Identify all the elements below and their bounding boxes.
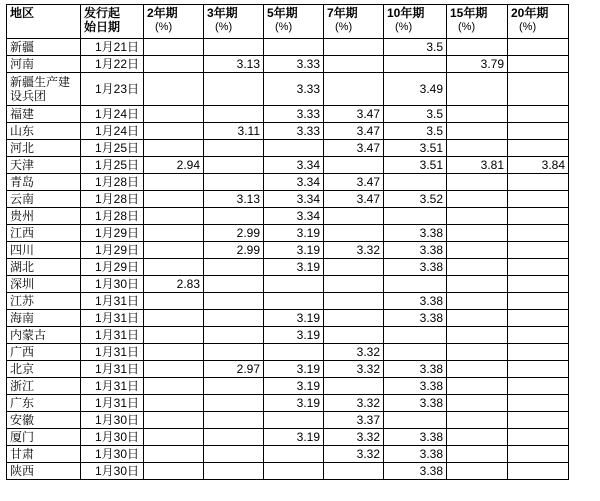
rate-cell-y2 <box>144 225 204 242</box>
rate-cell-y3 <box>204 344 264 361</box>
rate-cell-y7: 3.47 <box>324 123 384 140</box>
date-cell: 1月29日 <box>81 259 144 276</box>
date-cell: 1月31日 <box>81 327 144 344</box>
date-cell: 1月31日 <box>81 361 144 378</box>
rate-cell-y10: 3.5 <box>384 106 447 123</box>
rate-cell-y10: 3.38 <box>384 463 447 480</box>
column-header-sublabel: (%) <box>155 21 173 33</box>
rate-cell-y5: 3.33 <box>264 106 324 123</box>
region-cell: 天津 <box>7 157 81 174</box>
date-cell: 1月24日 <box>81 123 144 140</box>
rate-cell-y7: 3.47 <box>324 106 384 123</box>
bond-issuance-table <box>6 4 569 480</box>
rate-cell-y5 <box>264 344 324 361</box>
column-header-region <box>7 5 81 39</box>
rate-cell-y5: 3.19 <box>264 327 324 344</box>
rate-cell-y15 <box>447 73 508 106</box>
rate-cell-y15 <box>447 412 508 429</box>
rate-cell-y5: 3.33 <box>264 73 324 106</box>
column-header-sublabel: (%) <box>335 21 353 33</box>
rate-cell-y20 <box>508 293 569 310</box>
rate-cell-y20 <box>508 242 569 259</box>
table-row <box>7 157 569 174</box>
rate-cell-y20 <box>508 310 569 327</box>
rate-cell-y20 <box>508 191 569 208</box>
rate-cell-y5 <box>264 140 324 157</box>
column-header-10y <box>384 5 447 39</box>
rate-cell-y15 <box>447 106 508 123</box>
date-cell: 1月30日 <box>81 412 144 429</box>
table-row <box>7 395 569 412</box>
column-header-sublabel: (%) <box>215 21 233 33</box>
date-cell: 1月24日 <box>81 106 144 123</box>
column-header-label: 5年期 <box>267 6 298 20</box>
region-cell: 深圳 <box>7 276 81 293</box>
rate-cell-y10: 3.51 <box>384 157 447 174</box>
rate-cell-y2 <box>144 106 204 123</box>
rate-cell-y2 <box>144 412 204 429</box>
region-cell: 河北 <box>7 140 81 157</box>
rate-cell-y5: 3.19 <box>264 429 324 446</box>
region-cell: 内蒙古 <box>7 327 81 344</box>
rate-cell-y3 <box>204 140 264 157</box>
rate-cell-y10 <box>384 174 447 191</box>
region-cell: 福建 <box>7 106 81 123</box>
rate-cell-y3 <box>204 412 264 429</box>
rate-cell-y5 <box>264 39 324 56</box>
rate-cell-y5: 3.19 <box>264 242 324 259</box>
date-cell: 1月28日 <box>81 174 144 191</box>
rate-cell-y10 <box>384 344 447 361</box>
column-header-label: 7年期 <box>327 6 358 20</box>
rate-cell-y3 <box>204 106 264 123</box>
column-header-label: 2年期 <box>147 6 178 20</box>
rate-cell-y3: 2.99 <box>204 242 264 259</box>
rate-cell-y3 <box>204 293 264 310</box>
rate-cell-y7 <box>324 310 384 327</box>
column-header-label: 发行起 <box>84 6 121 20</box>
date-cell: 1月29日 <box>81 225 144 242</box>
rate-cell-y5: 3.33 <box>264 123 324 140</box>
rate-cell-y3: 3.13 <box>204 191 264 208</box>
table-row <box>7 123 569 140</box>
rate-cell-y3 <box>204 395 264 412</box>
rate-cell-y15 <box>447 429 508 446</box>
table-row <box>7 191 569 208</box>
rate-cell-y3 <box>204 327 264 344</box>
table-row <box>7 259 569 276</box>
column-header-label: 10年期 <box>387 6 425 20</box>
column-header-15y <box>447 5 508 39</box>
rate-cell-y3 <box>204 429 264 446</box>
rate-cell-y20 <box>508 446 569 463</box>
date-cell: 1月29日 <box>81 242 144 259</box>
rate-cell-y15 <box>447 276 508 293</box>
table-row <box>7 361 569 378</box>
rate-cell-y10 <box>384 412 447 429</box>
rate-cell-y5: 3.19 <box>264 310 324 327</box>
rate-cell-y3 <box>204 259 264 276</box>
column-header-sublabel: (%) <box>275 21 293 33</box>
region-cell: 江西 <box>7 225 81 242</box>
rate-cell-y5: 3.34 <box>264 157 324 174</box>
region-cell: 广西 <box>7 344 81 361</box>
column-header-3y <box>204 5 264 39</box>
region-cell: 陕西 <box>7 463 81 480</box>
rate-cell-y2 <box>144 293 204 310</box>
rate-cell-y3 <box>204 276 264 293</box>
rate-cell-y2 <box>144 361 204 378</box>
rate-cell-y2 <box>144 344 204 361</box>
rate-cell-y2: 2.83 <box>144 276 204 293</box>
rate-cell-y5: 3.19 <box>264 361 324 378</box>
date-cell: 1月30日 <box>81 276 144 293</box>
date-cell: 1月31日 <box>81 378 144 395</box>
region-cell: 厦门 <box>7 429 81 446</box>
rate-cell-y7 <box>324 208 384 225</box>
rate-cell-y20 <box>508 56 569 73</box>
rate-cell-y20 <box>508 463 569 480</box>
rate-cell-y10: 3.52 <box>384 191 447 208</box>
rate-cell-y5: 3.34 <box>264 191 324 208</box>
date-cell: 1月30日 <box>81 446 144 463</box>
rate-cell-y2 <box>144 73 204 106</box>
region-cell: 甘肃 <box>7 446 81 463</box>
rate-cell-y20 <box>508 327 569 344</box>
rate-cell-y15 <box>447 174 508 191</box>
rate-cell-y20 <box>508 276 569 293</box>
rate-cell-y10: 3.51 <box>384 140 447 157</box>
rate-cell-y15 <box>447 293 508 310</box>
rate-cell-y3: 3.13 <box>204 56 264 73</box>
rate-cell-y20 <box>508 361 569 378</box>
rate-cell-y10: 3.38 <box>384 395 447 412</box>
rate-cell-y7 <box>324 293 384 310</box>
rate-cell-y10 <box>384 56 447 73</box>
table-row <box>7 446 569 463</box>
table-row <box>7 106 569 123</box>
date-cell: 1月31日 <box>81 395 144 412</box>
rate-cell-y3 <box>204 378 264 395</box>
rate-cell-y3 <box>204 73 264 106</box>
column-header-sublabel: (%) <box>458 21 476 33</box>
rate-cell-y5: 3.19 <box>264 225 324 242</box>
rate-cell-y7 <box>324 378 384 395</box>
rate-cell-y7: 3.32 <box>324 429 384 446</box>
rate-cell-y15 <box>447 259 508 276</box>
date-cell: 1月25日 <box>81 140 144 157</box>
date-cell: 1月21日 <box>81 39 144 56</box>
rate-cell-y15 <box>447 344 508 361</box>
region-cell: 广东 <box>7 395 81 412</box>
table-row <box>7 39 569 56</box>
rate-cell-y20 <box>508 174 569 191</box>
table-row <box>7 310 569 327</box>
rate-cell-y5: 3.34 <box>264 174 324 191</box>
rate-cell-y5: 3.33 <box>264 56 324 73</box>
rate-cell-y10: 3.49 <box>384 73 447 106</box>
table-row <box>7 463 569 480</box>
rate-cell-y2 <box>144 327 204 344</box>
table-row <box>7 429 569 446</box>
rate-cell-y3 <box>204 208 264 225</box>
region-cell: 安徽 <box>7 412 81 429</box>
region-cell: 江苏 <box>7 293 81 310</box>
rate-cell-y15 <box>447 378 508 395</box>
rate-cell-y3: 2.99 <box>204 225 264 242</box>
rate-cell-y2 <box>144 378 204 395</box>
rate-cell-y2 <box>144 39 204 56</box>
rate-cell-y2 <box>144 208 204 225</box>
rate-cell-y7: 3.47 <box>324 191 384 208</box>
rate-cell-y3 <box>204 310 264 327</box>
rate-cell-y20 <box>508 123 569 140</box>
rate-cell-y7 <box>324 73 384 106</box>
rate-cell-y10: 3.38 <box>384 242 447 259</box>
rate-cell-y7: 3.32 <box>324 395 384 412</box>
rate-cell-y20 <box>508 259 569 276</box>
region-cell: 云南 <box>7 191 81 208</box>
rate-cell-y3 <box>204 39 264 56</box>
rate-cell-y7: 3.32 <box>324 344 384 361</box>
rate-cell-y7 <box>324 327 384 344</box>
date-cell: 1月23日 <box>81 73 144 106</box>
region-cell: 浙江 <box>7 378 81 395</box>
table-row <box>7 378 569 395</box>
rate-cell-y10: 3.38 <box>384 225 447 242</box>
rate-cell-y15: 3.81 <box>447 157 508 174</box>
rate-cell-y5: 3.19 <box>264 259 324 276</box>
column-header-start-date <box>81 5 144 39</box>
rate-cell-y15: 3.79 <box>447 56 508 73</box>
rate-cell-y2 <box>144 191 204 208</box>
column-header-5y <box>264 5 324 39</box>
rate-cell-y7 <box>324 157 384 174</box>
region-cell: 新疆生产建设兵团 <box>7 73 81 106</box>
rate-cell-y20 <box>508 106 569 123</box>
rate-cell-y15 <box>447 463 508 480</box>
rate-cell-y3 <box>204 446 264 463</box>
region-cell: 山东 <box>7 123 81 140</box>
rate-cell-y10: 3.5 <box>384 123 447 140</box>
region-cell: 贵州 <box>7 208 81 225</box>
column-header-7y <box>324 5 384 39</box>
region-cell: 海南 <box>7 310 81 327</box>
column-header-label: 地区 <box>10 6 35 20</box>
rate-cell-y3: 3.11 <box>204 123 264 140</box>
table-row <box>7 276 569 293</box>
date-cell: 1月31日 <box>81 293 144 310</box>
table-row <box>7 242 569 259</box>
column-header-sublabel: (%) <box>395 21 413 33</box>
date-cell: 1月25日 <box>81 157 144 174</box>
date-cell: 1月28日 <box>81 208 144 225</box>
rate-cell-y10: 3.38 <box>384 361 447 378</box>
table-row <box>7 225 569 242</box>
table-body <box>7 39 569 480</box>
rate-cell-y5: 3.34 <box>264 208 324 225</box>
rate-cell-y7: 3.47 <box>324 174 384 191</box>
rate-cell-y7 <box>324 463 384 480</box>
rate-cell-y2 <box>144 429 204 446</box>
rate-cell-y7 <box>324 259 384 276</box>
rate-cell-y7: 3.47 <box>324 140 384 157</box>
rate-cell-y5: 3.19 <box>264 395 324 412</box>
column-header-20y <box>508 5 569 39</box>
rate-cell-y15 <box>447 39 508 56</box>
table-row <box>7 140 569 157</box>
table-row <box>7 412 569 429</box>
rate-cell-y5 <box>264 293 324 310</box>
date-cell: 1月30日 <box>81 429 144 446</box>
column-header-label: 3年期 <box>207 6 238 20</box>
rate-cell-y15 <box>447 446 508 463</box>
rate-cell-y5 <box>264 463 324 480</box>
rate-cell-y20 <box>508 378 569 395</box>
rate-cell-y2: 2.94 <box>144 157 204 174</box>
rate-cell-y10 <box>384 327 447 344</box>
region-cell: 北京 <box>7 361 81 378</box>
rate-cell-y7: 3.37 <box>324 412 384 429</box>
column-header-label: 15年期 <box>450 6 488 20</box>
region-cell: 河南 <box>7 56 81 73</box>
rate-cell-y20: 3.84 <box>508 157 569 174</box>
region-cell: 青岛 <box>7 174 81 191</box>
region-cell: 新疆 <box>7 39 81 56</box>
region-cell: 湖北 <box>7 259 81 276</box>
rate-cell-y15 <box>447 191 508 208</box>
rate-cell-y7 <box>324 39 384 56</box>
region-cell: 四川 <box>7 242 81 259</box>
header-row <box>7 5 569 39</box>
rate-cell-y2 <box>144 140 204 157</box>
rate-cell-y15 <box>447 242 508 259</box>
rate-cell-y5 <box>264 446 324 463</box>
rate-cell-y2 <box>144 174 204 191</box>
rate-cell-y15 <box>447 140 508 157</box>
rate-cell-y15 <box>447 225 508 242</box>
rate-cell-y10: 3.38 <box>384 446 447 463</box>
rate-cell-y10: 3.38 <box>384 310 447 327</box>
rate-cell-y7 <box>324 276 384 293</box>
rate-cell-y15 <box>447 123 508 140</box>
rate-cell-y2 <box>144 123 204 140</box>
rate-cell-y10: 3.38 <box>384 259 447 276</box>
table-row <box>7 344 569 361</box>
rate-cell-y7: 3.32 <box>324 242 384 259</box>
rate-cell-y7 <box>324 56 384 73</box>
date-cell: 1月31日 <box>81 344 144 361</box>
rate-cell-y15 <box>447 310 508 327</box>
rate-cell-y10 <box>384 276 447 293</box>
rate-cell-y15 <box>447 208 508 225</box>
date-cell: 1月30日 <box>81 463 144 480</box>
rate-cell-y3: 2.97 <box>204 361 264 378</box>
rate-cell-y10 <box>384 208 447 225</box>
rate-cell-y7 <box>324 225 384 242</box>
rate-cell-y10: 3.38 <box>384 429 447 446</box>
rate-cell-y3 <box>204 157 264 174</box>
column-header-label: 20年期 <box>511 6 549 20</box>
rate-cell-y15 <box>447 395 508 412</box>
date-cell: 1月31日 <box>81 310 144 327</box>
table-row <box>7 293 569 310</box>
rate-cell-y20 <box>508 225 569 242</box>
table-row <box>7 56 569 73</box>
date-cell: 1月28日 <box>81 191 144 208</box>
rate-cell-y20 <box>508 39 569 56</box>
rate-cell-y20 <box>508 344 569 361</box>
rate-cell-y5: 3.19 <box>264 378 324 395</box>
rate-cell-y10: 3.38 <box>384 293 447 310</box>
rate-cell-y20 <box>508 395 569 412</box>
rate-cell-y7: 3.32 <box>324 361 384 378</box>
rate-cell-y10: 3.5 <box>384 39 447 56</box>
table-row <box>7 174 569 191</box>
rate-cell-y20 <box>508 429 569 446</box>
rate-cell-y20 <box>508 73 569 106</box>
rate-cell-y15 <box>447 327 508 344</box>
column-header-sublabel: 始日期 <box>84 20 121 34</box>
rate-cell-y5 <box>264 412 324 429</box>
date-cell: 1月22日 <box>81 56 144 73</box>
rate-cell-y2 <box>144 446 204 463</box>
rate-cell-y7: 3.32 <box>324 446 384 463</box>
rate-cell-y5 <box>264 276 324 293</box>
table-row <box>7 73 569 106</box>
column-header-sublabel: (%) <box>519 21 537 33</box>
rate-cell-y20 <box>508 140 569 157</box>
rate-cell-y3 <box>204 463 264 480</box>
table-row <box>7 208 569 225</box>
rate-cell-y15 <box>447 361 508 378</box>
rate-cell-y2 <box>144 310 204 327</box>
rate-cell-y2 <box>144 395 204 412</box>
rate-cell-y20 <box>508 412 569 429</box>
rate-cell-y2 <box>144 242 204 259</box>
table-row <box>7 327 569 344</box>
rate-cell-y3 <box>204 174 264 191</box>
rate-cell-y2 <box>144 463 204 480</box>
rate-cell-y2 <box>144 56 204 73</box>
column-header-2y <box>144 5 204 39</box>
rate-cell-y10: 3.38 <box>384 378 447 395</box>
rate-cell-y20 <box>508 208 569 225</box>
rate-cell-y2 <box>144 259 204 276</box>
